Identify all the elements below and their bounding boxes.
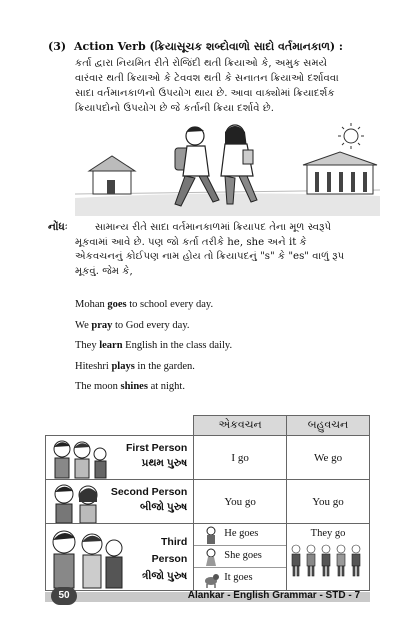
section-number: (3) [48, 40, 67, 53]
note-line: મૂકવામાં આવે છે. પણ જો કર્તા તરીકે he, she અને it કે [75, 236, 307, 248]
boy-icon [204, 526, 218, 544]
third-person-cell [46, 524, 194, 591]
note-line: મૂકવું. જેમ કે, [75, 265, 133, 277]
person-label [142, 534, 187, 585]
header-singular: એકવચન [194, 416, 287, 436]
note-line: એકવચનનું કોઈપણ નામ હોય તો ક્રિયાપદનું "s" કે "es" વાળું રૂપ [75, 251, 345, 262]
person-label [111, 485, 187, 515]
person-table [45, 415, 370, 591]
example-sentence: The moon shines at night. [75, 381, 185, 392]
cartoon-children-icon [48, 436, 108, 479]
person-label [126, 441, 187, 471]
paragraph-line: સાદા વર્તમાનકાળનો ઉપયોગ થાય છે. આવા વાક્યોમાં ક્રિયાદર્શક [75, 88, 335, 99]
she-row [194, 546, 286, 568]
girl-icon [204, 548, 218, 566]
header-plural: બહુવચન [287, 416, 370, 436]
dog-icon [203, 570, 219, 588]
person-en: Third [161, 536, 188, 548]
person-gu: બીજો પુરુષ [139, 501, 188, 513]
example-sentence: We pray to God every day. [75, 319, 190, 331]
it-row [194, 568, 286, 589]
person-gu: ત્રીજો પુરુષ [141, 570, 188, 582]
page-footer [45, 587, 370, 605]
second-person-cell [46, 480, 194, 524]
singular-cell: You go [194, 480, 287, 524]
paragraph-line: વારંવાર થતી ક્રિયાઓ કે ટેવવશ થતી કે સનાતન ક્રિયાઓ દર્શાવવા [75, 73, 339, 84]
note-line: સામાન્ય રીતે સાદા વર્તમાનકાળમાં ક્રિયાપદ તેના મૂળ સ્વરૂપે [95, 222, 332, 233]
example-sentence: Mohan goes to school every day. [75, 299, 214, 310]
person-en: Person [151, 553, 188, 565]
paragraph-line: કર્તા દ્વારા નિયમિત રીતે રોજિંદી થતી ક્રિયાઓ કે, અમુક સમયે [75, 58, 328, 69]
section-heading [48, 40, 343, 54]
note-label: નોંધઃ [48, 221, 68, 233]
page-number: 50 [51, 587, 77, 605]
book-title: Alankar - English Grammar - STD - 7 [187, 590, 360, 601]
person-gu: પ્રથમ પુરુષ [141, 457, 188, 469]
section-paragraph [75, 56, 375, 116]
singular-cell [194, 524, 287, 591]
person-en: First Person [125, 442, 188, 454]
he-row [194, 524, 286, 546]
example-sentence: Hiteshri plays in the garden. [75, 360, 195, 372]
first-person-cell [46, 436, 194, 480]
blank-header-cell [46, 416, 194, 436]
paragraph-line: ક્રિયાપદોનો ઉપયોગ છે જે કર્તાની ક્રિયા દર્શાવે છે. [75, 103, 274, 114]
section-title: Action Verb (ક્રિયાસૂચક શબ્દોવાળો સાદો વર્તમાનકાળ) : [74, 40, 343, 53]
example-sentence: They learn English in the class daily. [75, 340, 233, 351]
she-goes-text: She goes [224, 550, 262, 561]
cartoon-children-icon [48, 480, 108, 523]
note-text [75, 221, 378, 279]
illustration-children-walking [75, 118, 380, 216]
plural-cell: You go [287, 480, 370, 524]
singular-cell: I go [194, 436, 287, 480]
they-go-text: They go [310, 528, 346, 539]
person-en: Second Person [110, 486, 188, 498]
he-goes-text: He goes [224, 528, 259, 539]
group-of-children-icon [290, 543, 366, 577]
plural-cell [287, 524, 370, 591]
plural-cell: We go [287, 436, 370, 480]
cartoon-people-icon [48, 524, 128, 590]
example-sentences [75, 295, 232, 398]
it-goes-text: It goes [224, 572, 253, 583]
